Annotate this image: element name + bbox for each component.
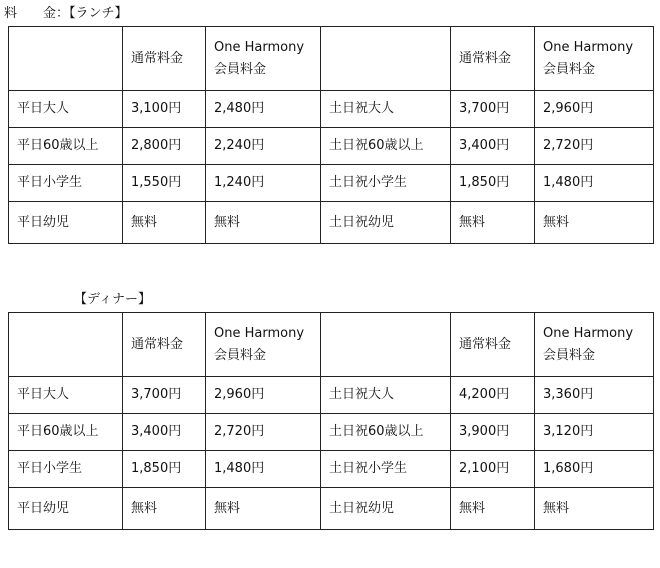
price-cell: 2,960円 bbox=[206, 377, 321, 414]
header-cell: 通常料金 bbox=[123, 27, 206, 91]
price-cell: 2,720円 bbox=[535, 128, 654, 165]
header-cell: 通常料金 bbox=[451, 313, 535, 377]
table-header-row bbox=[9, 27, 654, 91]
category-cell: 土日祝大人 bbox=[321, 91, 451, 128]
price-cell: 無料 bbox=[123, 202, 206, 244]
header-cell: 通常料金 bbox=[451, 27, 535, 91]
category-cell: 平日60歳以上 bbox=[9, 128, 123, 165]
table-row bbox=[9, 377, 654, 414]
header-cell bbox=[535, 313, 654, 377]
category-cell: 平日幼児 bbox=[9, 488, 123, 530]
price-cell: 3,100円 bbox=[123, 91, 206, 128]
header-cell-line: One Harmony bbox=[214, 325, 305, 341]
price-cell: 3,900円 bbox=[451, 414, 535, 451]
price-cell: 2,100円 bbox=[451, 451, 535, 488]
price-cell: 1,850円 bbox=[451, 165, 535, 202]
price-cell: 3,700円 bbox=[123, 377, 206, 414]
price-cell: 3,400円 bbox=[123, 414, 206, 451]
table-header-row bbox=[9, 313, 654, 377]
category-cell: 土日祝小学生 bbox=[321, 451, 451, 488]
header-cell bbox=[206, 27, 321, 91]
category-cell: 土日祝幼児 bbox=[321, 488, 451, 530]
header-cell-line: 会員料金 bbox=[543, 347, 596, 363]
table-row bbox=[9, 128, 654, 165]
price-cell: 4,200円 bbox=[451, 377, 535, 414]
header-cell bbox=[321, 27, 451, 91]
price-cell: 1,680円 bbox=[535, 451, 654, 488]
header-cell bbox=[9, 313, 123, 377]
table-row bbox=[9, 451, 654, 488]
header-cell bbox=[321, 313, 451, 377]
header-cell bbox=[9, 27, 123, 91]
price-cell: 2,720円 bbox=[206, 414, 321, 451]
price-cell: 1,480円 bbox=[535, 165, 654, 202]
price-cell: 1,850円 bbox=[123, 451, 206, 488]
price-cell: 無料 bbox=[535, 202, 654, 244]
table-row bbox=[9, 91, 654, 128]
category-cell: 平日幼児 bbox=[9, 202, 123, 244]
category-cell: 土日祝60歳以上 bbox=[321, 414, 451, 451]
price-cell: 無料 bbox=[206, 488, 321, 530]
price-cell: 1,480円 bbox=[206, 451, 321, 488]
category-cell: 平日大人 bbox=[9, 377, 123, 414]
header-cell-line: 会員料金 bbox=[543, 61, 596, 77]
category-cell: 平日大人 bbox=[9, 91, 123, 128]
price-cell: 無料 bbox=[535, 488, 654, 530]
category-cell: 土日祝60歳以上 bbox=[321, 128, 451, 165]
table-row bbox=[9, 202, 654, 244]
category-cell: 土日祝大人 bbox=[321, 377, 451, 414]
price-cell: 1,550円 bbox=[123, 165, 206, 202]
price-cell: 無料 bbox=[451, 488, 535, 530]
header-cell-line: One Harmony bbox=[543, 39, 634, 55]
price-cell: 3,700円 bbox=[451, 91, 535, 128]
header-cell-line: One Harmony bbox=[214, 39, 305, 55]
price-cell: 1,240円 bbox=[206, 165, 321, 202]
price-cell: 2,960円 bbox=[535, 91, 654, 128]
header-cell bbox=[535, 27, 654, 91]
price-cell: 2,800円 bbox=[123, 128, 206, 165]
header-cell: 通常料金 bbox=[123, 313, 206, 377]
category-cell: 平日小学生 bbox=[9, 451, 123, 488]
category-cell: 土日祝小学生 bbox=[321, 165, 451, 202]
price-cell: 2,240円 bbox=[206, 128, 321, 165]
table-row bbox=[9, 414, 654, 451]
category-cell: 平日60歳以上 bbox=[9, 414, 123, 451]
header-cell-line: 会員料金 bbox=[214, 347, 267, 363]
price-cell: 3,400円 bbox=[451, 128, 535, 165]
price-cell: 無料 bbox=[206, 202, 321, 244]
lunch-price-table bbox=[8, 26, 654, 244]
lunch-section-label: 料 金：【ランチ】 bbox=[4, 6, 128, 21]
table-row bbox=[9, 165, 654, 202]
table-row bbox=[9, 488, 654, 530]
header-cell-line: One Harmony bbox=[543, 325, 634, 341]
header-cell-line: 会員料金 bbox=[214, 61, 267, 77]
price-cell: 無料 bbox=[451, 202, 535, 244]
header-cell bbox=[206, 313, 321, 377]
price-cell: 3,360円 bbox=[535, 377, 654, 414]
price-cell: 3,120円 bbox=[535, 414, 654, 451]
dinner-section-label: 【ディナー】 bbox=[74, 292, 151, 307]
price-cell: 無料 bbox=[123, 488, 206, 530]
dinner-price-table bbox=[8, 312, 654, 530]
category-cell: 平日小学生 bbox=[9, 165, 123, 202]
category-cell: 土日祝幼児 bbox=[321, 202, 451, 244]
price-cell: 2,480円 bbox=[206, 91, 321, 128]
